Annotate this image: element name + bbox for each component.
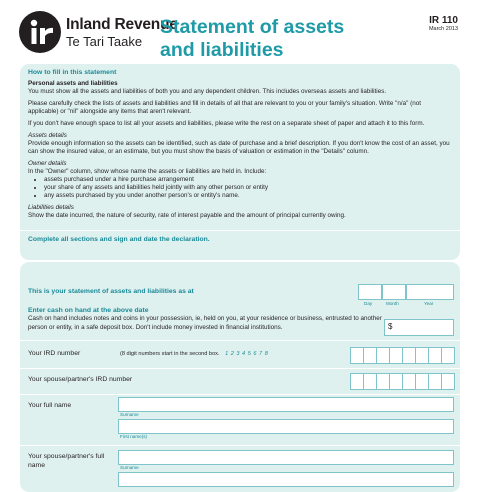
spouse-ird-digit-box[interactable]	[415, 373, 429, 390]
divider	[20, 340, 460, 341]
full-name-label: Your full name	[28, 402, 72, 409]
form-code: IR 110	[429, 15, 458, 26]
instructions-panel	[20, 64, 460, 260]
list-item: • assets purchased under a hire purchase arrangement	[44, 176, 452, 184]
instructions-paragraph-3: If you don't have enough space to list all your assets and liabilities, please write the rest on a separate sheet of paper and attach it to this form.	[28, 120, 425, 127]
page-title	[160, 16, 344, 62]
instructions-paragraph-1: You must show all the assets and liabilities of both you and any dependent children. This includes overseas assets and liabilities.	[28, 88, 387, 95]
instructions-paragraph-4: Provide enough information so the assets can be identified, such as date of purchase and a brief description. If you don't know the cost of an asset, you can show the insured value, or an estimate, but you must show the basis of valuation or estimation in the "Details" column.	[28, 140, 450, 155]
spouse-ird-digit-box[interactable]	[363, 373, 377, 390]
year-label: Year	[424, 301, 434, 306]
spouse-surname-input[interactable]	[118, 450, 454, 465]
currency-symbol: $	[388, 322, 393, 331]
cash-heading: Enter cash on hand at the above date	[28, 307, 149, 314]
cash-on-hand-input[interactable]	[384, 319, 454, 336]
ird-hint-text: (8 digit numbers start in the second box.	[120, 351, 220, 357]
list-item: • your share of any assets and liabilities held jointly with any other person or entity	[44, 184, 452, 192]
org-name: Inland Revenue	[66, 16, 178, 33]
instructions-heading: How to fill in this statement	[28, 69, 117, 76]
spouse-ird-digit-box[interactable]	[441, 373, 455, 390]
spouse-ird-digit-box[interactable]	[389, 373, 403, 390]
ird-digit-box[interactable]	[389, 347, 403, 364]
list-item: • any assets purchased by you under another person's or entity's name.	[44, 192, 452, 200]
spouse-full-name-label: Your spouse/partner's full name	[28, 453, 105, 469]
form-panel	[20, 262, 460, 492]
form-date: March 2013	[428, 26, 458, 32]
ird-digit-box[interactable]	[441, 347, 455, 364]
year-input[interactable]	[406, 284, 454, 300]
ird-digit-box[interactable]	[376, 347, 390, 364]
spouse-ird-digit-box[interactable]	[402, 373, 416, 390]
spouse-ird-digit-box[interactable]	[428, 373, 442, 390]
divider	[20, 394, 460, 395]
liabilities-details-subheading: Liabilities details	[28, 204, 74, 211]
cash-description: Cash on hand includes notes and coins in your possession, ie, held on you, at your residence or business, entrusted to another person or entity, in a safe deposit box. Don't include money invested in financial institutions.	[28, 315, 382, 331]
spouse-ird-digit-box[interactable]	[350, 373, 364, 390]
spouse-ird-digit-box[interactable]	[376, 373, 390, 390]
instructions-paragraph-5: In the "Owner" column, show whose name the assets or liabilities are held in. Include:	[28, 168, 267, 175]
personal-assets-subheading: Personal assets and liabilities	[28, 80, 118, 87]
owner-bullet-list	[28, 176, 452, 200]
surname-input[interactable]	[118, 397, 454, 412]
divider	[20, 368, 460, 369]
divider	[20, 230, 460, 231]
ird-example-digits: 1 2 3 4 5 6 7 8	[225, 351, 269, 357]
ird-digit-box[interactable]	[428, 347, 442, 364]
complete-all-note: Complete all sections and sign and date the declaration.	[28, 236, 210, 243]
month-label: Month	[386, 301, 399, 306]
statement-heading: This is your statement of assets and liabilities as at	[28, 288, 194, 295]
form-header	[0, 0, 480, 64]
title-line-1: Statement of assets	[160, 16, 345, 38]
assets-details-subheading: Assets details	[28, 132, 67, 139]
spouse-ird-number-label: Your spouse/partner's IRD number	[28, 376, 133, 383]
divider	[20, 445, 460, 446]
ird-digit-box[interactable]	[402, 347, 416, 364]
org-maori-name: Te Tari Taake	[66, 34, 143, 49]
ird-number-label: Your IRD number	[28, 350, 81, 357]
ird-digit-box[interactable]	[350, 347, 364, 364]
owner-details-subheading: Owner details	[28, 160, 67, 167]
instructions-paragraph-6: Show the date incurred, the nature of security, rate of interest payable and the amount of principal currently owing.	[28, 212, 346, 219]
first-names-input[interactable]	[118, 419, 454, 434]
instructions-paragraph-2: Please carefully check the lists of assets and liabilities and fill in details of all that are relevant to you or your family's situation. Write "n/a" (not applicable) or "nil" alongside any items that aren't relevant.	[28, 100, 422, 115]
ird-digit-box[interactable]	[415, 347, 429, 364]
first-names-label: First name(s)	[120, 434, 148, 439]
inland-revenue-logo-icon	[18, 10, 62, 54]
day-input[interactable]	[358, 284, 382, 300]
ird-digit-box[interactable]	[363, 347, 377, 364]
ird-number-hint	[120, 351, 268, 357]
day-label: Day	[364, 301, 373, 306]
month-input[interactable]	[382, 284, 406, 300]
spouse-surname-label: Surname	[120, 465, 139, 470]
surname-label: Surname	[120, 412, 139, 417]
title-line-2: and liabilities	[160, 39, 284, 61]
